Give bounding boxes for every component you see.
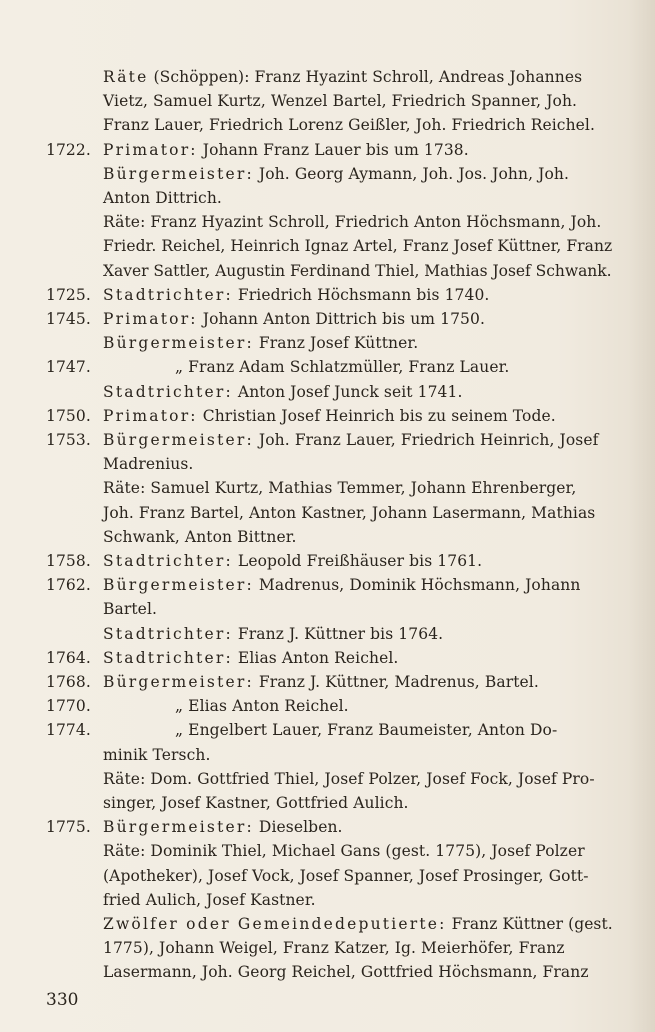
text-line: [103, 260, 612, 282]
line-text: Bartel.: [103, 600, 158, 619]
line-text: Räte: Dom. Gottfried Thiel, Josef Polzer, Josef Fock, Josef Pro-: [103, 769, 595, 788]
text-line: [103, 187, 222, 209]
text-line: [103, 477, 576, 499]
text-line: [103, 840, 585, 862]
office-keyword: Primator:: [103, 140, 198, 159]
line-text: Dieselben.: [253, 818, 343, 837]
line-text: „ Franz Adam Schlatzmüller, Franz Lauer.: [175, 358, 510, 377]
text-line: [103, 405, 556, 427]
entry-year: 1775.: [46, 818, 91, 837]
entry-year: 1722.: [46, 140, 91, 159]
line-text: Schwank, Anton Bittner.: [103, 527, 297, 546]
line-text: Joh. Franz Lauer, Friedrich Heinrich, Josef: [253, 431, 599, 449]
text-line: [103, 114, 595, 136]
line-text: Räte: Franz Hyazint Schroll, Friedrich Anton Höchsmann, Joh.: [103, 213, 602, 232]
text-line: [103, 429, 598, 451]
text-line: [103, 139, 469, 161]
page-number: 330: [46, 990, 79, 1010]
entry-year: 1770.: [46, 697, 91, 716]
office-keyword: Bürgermeister:: [103, 431, 254, 449]
text-line: [103, 332, 418, 354]
line-text: Räte: Dominik Thiel, Michael Gans (gest. 1775), Josef Polzer: [103, 842, 585, 861]
entry-year: 1758.: [46, 552, 91, 570]
text-line: [103, 163, 569, 185]
line-text: singer, Josef Kastner, Gottfried Aulich.: [103, 794, 409, 812]
office-keyword: Stadtrichter:: [103, 624, 233, 643]
entry-year: 1725.: [46, 285, 91, 304]
text-line: [103, 66, 582, 88]
line-text: Leopold Freißhäuser bis 1761.: [232, 552, 483, 570]
line-text: Christian Josef Heinrich bis zu seinem Tode.: [197, 406, 556, 425]
text-line: [103, 90, 577, 112]
line-text: Franz J. Küttner bis 1764.: [232, 624, 444, 643]
text-line: [103, 381, 463, 403]
text-line: [175, 695, 349, 717]
line-text: Anton Josef Junck seit 1741.: [232, 382, 463, 401]
text-line: [103, 284, 489, 306]
office-keyword: Primator:: [103, 310, 198, 328]
line-text: Vietz, Samuel Kurtz, Wenzel Bartel, Friedrich Spanner, Joh.: [103, 92, 578, 111]
line-text: Friedr. Reichel, Heinrich Ignaz Artel, Franz Josef Küttner, Franz: [103, 237, 613, 256]
text-line: [103, 623, 443, 645]
line-text: Madrenius.: [103, 455, 194, 474]
office-keyword: Stadtrichter:: [103, 382, 233, 401]
line-text: minik Tersch.: [103, 745, 211, 764]
line-text: Räte: Samuel Kurtz, Mathias Temmer, Johann Ehrenberger,: [103, 479, 577, 498]
text-line: [103, 744, 210, 766]
line-text: Franz Josef Küttner.: [253, 334, 419, 353]
text-line: [103, 453, 193, 475]
entry-year: 1768.: [46, 673, 91, 691]
text-line: [103, 865, 589, 887]
text-line: [103, 308, 485, 330]
text-line: [103, 768, 595, 790]
entry-year: 1764.: [46, 648, 91, 667]
line-text: (Schöppen): Franz Hyazint Schroll, Andreas Johannes: [148, 68, 583, 86]
text-line: [103, 235, 612, 257]
line-text: Johann Franz Lauer bis um 1738.: [197, 140, 469, 159]
office-keyword: Räte: [103, 68, 149, 86]
text-line: [103, 211, 601, 233]
office-keyword: Stadtrichter:: [103, 648, 233, 667]
line-text: Joh. Franz Bartel, Anton Kastner, Johann Lasermann, Mathias: [103, 503, 596, 522]
text-line: [103, 889, 316, 911]
text-line: [103, 550, 482, 572]
line-text: Friedrich Höchsmann bis 1740.: [232, 285, 490, 304]
line-text: Franz Küttner (gest.: [446, 915, 613, 933]
text-line: [103, 816, 343, 838]
entry-year: 1747.: [46, 358, 91, 377]
line-text: 1775), Johann Weigel, Franz Katzer, Ig. Meierhöfer, Franz: [103, 939, 565, 958]
text-line: [103, 526, 297, 548]
line-text: „ Elias Anton Reichel.: [175, 697, 349, 716]
text-line: [103, 598, 157, 620]
text-line: [103, 961, 589, 983]
line-text: Anton Dittrich.: [103, 189, 222, 207]
entry-year: 1750.: [46, 406, 91, 425]
line-text: Madrenus, Dominik Höchsmann, Johann: [253, 576, 581, 595]
text-line: [175, 719, 557, 741]
entry-year: 1753.: [46, 431, 91, 449]
text-line: [103, 671, 539, 693]
text-line: [103, 647, 398, 669]
text-line: [103, 502, 595, 524]
entry-year: 1762.: [46, 576, 91, 595]
line-text: Xaver Sattler, Augustin Ferdinand Thiel, Mathias Josef Schwank.: [103, 261, 612, 280]
office-keyword: Bürgermeister:: [103, 164, 254, 183]
text-line: [103, 792, 409, 814]
line-text: Franz J. Küttner, Madrenus, Bartel.: [253, 673, 539, 691]
office-keyword: Stadtrichter:: [103, 552, 233, 570]
office-keyword: Bürgermeister:: [103, 673, 254, 691]
office-keyword: Bürgermeister:: [103, 818, 254, 837]
line-text: (Apotheker), Josef Vock, Josef Spanner, Josef Prosinger, Gott-: [103, 866, 589, 885]
office-keyword: Bürgermeister:: [103, 334, 254, 353]
line-text: Johann Anton Dittrich bis um 1750.: [197, 310, 486, 328]
office-keyword: Bürgermeister:: [103, 576, 254, 595]
office-keyword: Stadtrichter:: [103, 285, 233, 304]
text-line: [103, 913, 613, 935]
line-text: Lasermann, Joh. Georg Reichel, Gottfried Höchsmann, Franz: [103, 963, 589, 982]
entry-year: 1745.: [46, 310, 91, 328]
office-keyword: Primator:: [103, 406, 198, 425]
text-line: [103, 937, 565, 959]
text-line: [103, 574, 580, 596]
text-line: [175, 356, 509, 378]
office-keyword: Zwölfer oder Gemeindedeputierte:: [103, 915, 447, 933]
line-text: Joh. Georg Aymann, Joh. Jos. John, Joh.: [253, 164, 569, 183]
line-text: Elias Anton Reichel.: [232, 648, 399, 667]
line-text: „ Engelbert Lauer, Franz Baumeister, Anton Do-: [175, 721, 558, 740]
entry-year: 1774.: [46, 721, 91, 740]
line-text: Franz Lauer, Friedrich Lorenz Geißler, Joh. Friedrich Reichel.: [103, 116, 596, 135]
line-text: fried Aulich, Josef Kastner.: [103, 890, 316, 909]
